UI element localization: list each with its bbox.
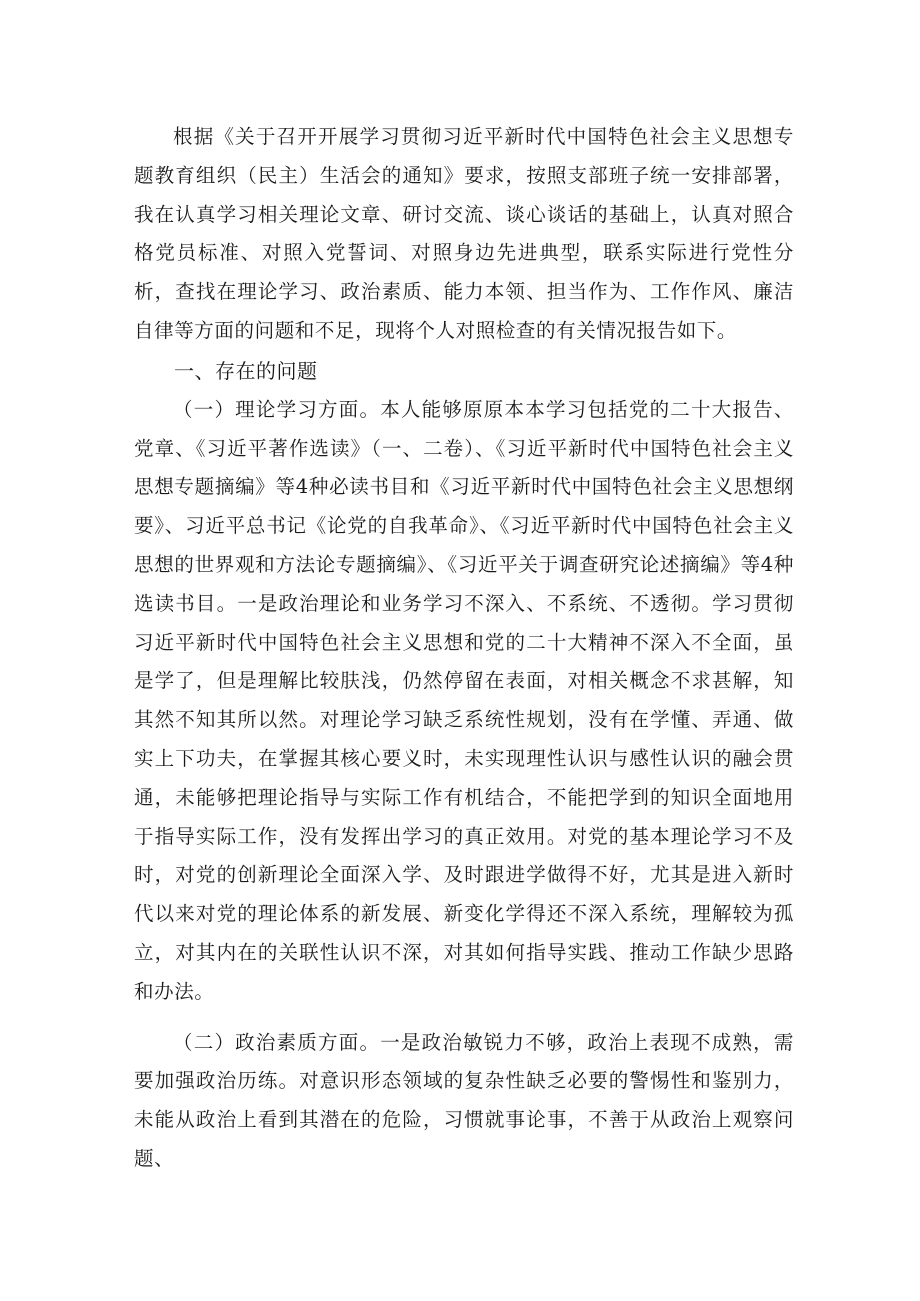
political-quality-paragraph: （二）政治素质方面。一是政治敏锐力不够，政治上表现不成熟，需要加强政治历练。对意识形态领域的复杂性缺乏必要的警惕性和鉴别力，未能从政治上看到其潜在的危险，习惯就事论事，不善于从政治上观察问题、 <box>134 1030 794 1170</box>
theory-study-paragraph: （一）理论学习方面。本人能够原原本本学习包括党的二十大报告、党章、《习近平著作选读》（一、二卷）、《习近平新时代中国特色社会主义思想专题摘编》等4种必读书目和《习近平新时代中国特色社会主义思想纲要》、习近平总书记《论党的自我革命》、《习近平新时代中国特色社会主义思想的世界观和方法论专题摘编》、《习近平关于调查研究论述摘编》等4种选读书目。一是政治理论和业务学习不深入、不系统、不透彻。学习贯彻习近平新时代中国特色社会主义思想和党的二十大精神不深入不全面，虽是学了，但是理解比较肤浅，仍然停留在表面，对相关概念不求甚解，知其然不知其所以然。对理论学习缺乏系统性规划，没有在学懂、弄通、做实上下功夫，在掌握其核心要义时，未实现理性认识与感性认识的融会贯通，未能够把理论指导与实际工作有机结合，不能把学到的知识全面地用于指导实际工作，没有发挥出学习的真正效用。对党的基本理论学习不及时，对党的创新理论全面深入学、及时跟进学做得不好，尤其是进入新时代以来对党的理论体系的新发展、新变化学得还不深入系统，理解较为孤立，对其内在的关联性认识不深，对其如何指导实践、推动工作缺少思路和办法。 <box>134 397 794 1003</box>
document-page <box>134 118 794 1179</box>
paragraph-gap <box>134 1012 794 1024</box>
intro-paragraph: 根据《关于召开开展学习贯彻习近平新时代中国特色社会主义思想专题教育组织（民主）生活会的通知》要求，按照支部班子统一安排部署，我在认真学习相关理论文章、研讨交流、谈心谈话的基础上，认真对照合格党员标准、对照入党誓词、对照身边先进典型，联系实际进行党性分析，查找在理论学习、政治素质、能力本领、担当作为、工作作风、廉洁自律等方面的问题和不足，现将个人对照检查的有关情况报告如下。 <box>134 125 794 342</box>
section-heading-problems: 一、存在的问题 <box>174 358 318 383</box>
